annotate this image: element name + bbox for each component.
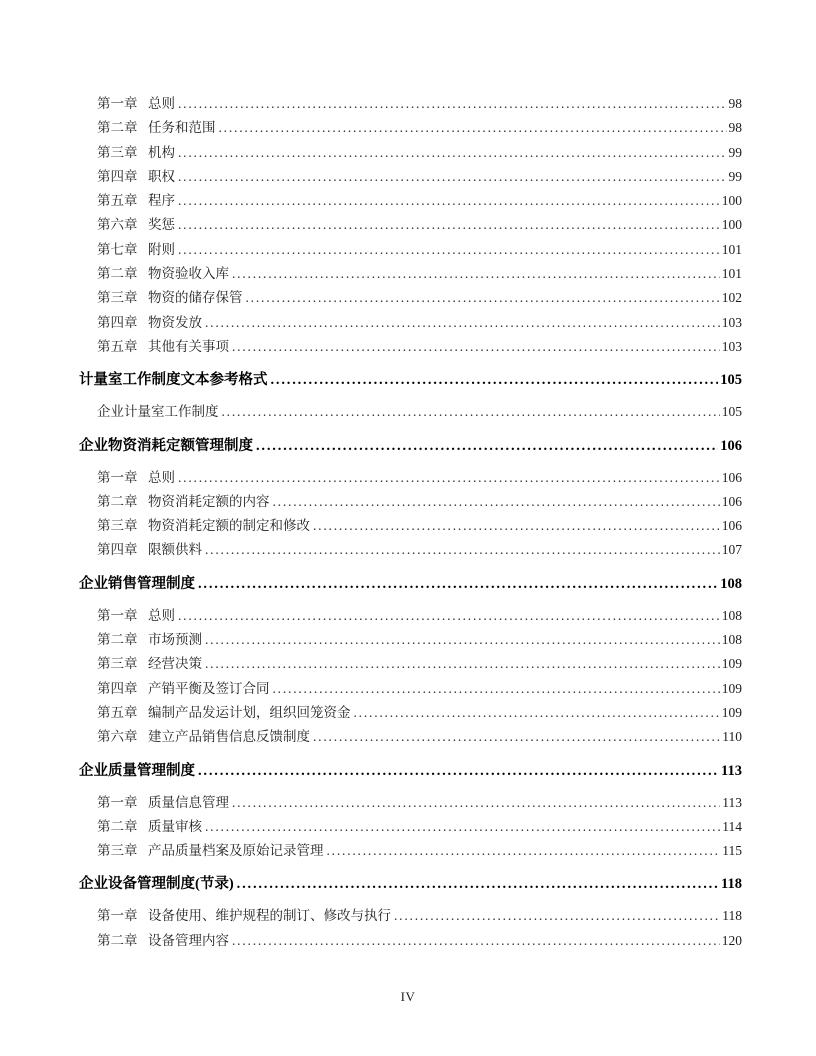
- toc-dot-leader: [354, 701, 720, 725]
- toc-dot-leader: [232, 262, 720, 286]
- toc-entry-chapter-label: 第六章: [97, 217, 138, 233]
- toc-entry-chapter[interactable]: [79, 929, 742, 953]
- toc-entry-page-number: 99: [728, 168, 742, 184]
- toc-entry-chapter[interactable]: [79, 311, 742, 335]
- toc-entry-title: 其他有关事项: [148, 338, 229, 354]
- toc-entry-page-number: 105: [720, 372, 742, 389]
- toc-entry-chapter[interactable]: [79, 141, 742, 165]
- toc-entry-chapter-label: 第五章: [97, 193, 138, 209]
- toc-entry-chapter[interactable]: [79, 514, 742, 538]
- toc-dot-leader: [394, 904, 720, 928]
- toc-entry-section[interactable]: [79, 759, 742, 784]
- toc-entry-title: 总则: [148, 96, 175, 111]
- toc-entry-page-number: 106: [721, 469, 742, 485]
- toc-dot-leader: [327, 839, 721, 863]
- toc-entry-page-number: 100: [721, 193, 742, 209]
- toc-entry-title: 物资消耗定额的内容: [148, 493, 270, 509]
- toc-entry-title: 市场预测: [148, 632, 202, 648]
- toc-dot-leader: [232, 335, 720, 359]
- toc-entry-page-number: 99: [728, 144, 742, 160]
- toc-entry-chapter-label: 第四章: [97, 168, 138, 184]
- toc-entry-chapter-label: 第一章: [97, 469, 138, 485]
- toc-entry-title: 企业设备管理制度(节录): [79, 876, 234, 893]
- toc-entry-chapter-label: 第三章: [97, 518, 138, 534]
- toc-entry-chapter-label: 第一章: [97, 607, 138, 623]
- toc-dot-leader: [198, 572, 718, 597]
- toc-entry-chapter[interactable]: [79, 839, 742, 863]
- toc-entry-page-number: 106: [721, 493, 742, 509]
- toc-entry-chapter[interactable]: [79, 286, 742, 310]
- toc-entry-chapter-label: 第四章: [97, 314, 138, 330]
- toc-entry-title: 编制产品发运计划，组织回笼资金: [148, 704, 351, 720]
- toc-entry-title: 企业质量管理制度: [79, 762, 195, 779]
- toc-entry-title: 企业计量室工作制度: [97, 404, 219, 420]
- toc-dot-leader: [178, 92, 727, 116]
- toc-entry-page-number: 98: [728, 96, 742, 111]
- toc-dot-leader: [232, 929, 720, 953]
- toc-entry-chapter-label: 第二章: [97, 818, 138, 834]
- toc-entry-title: 职权: [148, 168, 175, 184]
- toc-entry-section[interactable]: [79, 572, 742, 597]
- toc-entry-chapter-label: 第二章: [97, 932, 138, 948]
- toc-dot-leader: [198, 759, 719, 784]
- toc-dot-leader: [205, 652, 720, 676]
- toc-dot-leader: [246, 286, 720, 310]
- toc-entry-page-number: 105: [721, 404, 742, 420]
- toc-entry-chapter[interactable]: [79, 677, 742, 701]
- toc-entry-title: 物资的储存保管: [148, 290, 243, 306]
- toc-entry-page-number: 109: [721, 704, 742, 720]
- toc-entry-chapter-label: 第三章: [97, 144, 138, 160]
- toc-entry-chapter-label: 第一章: [97, 96, 138, 111]
- toc-entry-page-number: 100: [721, 217, 742, 233]
- toc-entry-chapter[interactable]: [79, 116, 742, 140]
- toc-entry-chapter[interactable]: [79, 791, 742, 815]
- toc-entry-chapter-label: 第二章: [97, 120, 138, 136]
- toc-entry-section[interactable]: [79, 434, 742, 459]
- toc-entry-chapter[interactable]: [79, 652, 742, 676]
- toc-entry-page-number: 106: [721, 518, 742, 534]
- toc-entry-title: 物资发放: [148, 314, 202, 330]
- toc-entry-page-number: 107: [721, 542, 742, 558]
- toc-entry-chapter[interactable]: [79, 904, 742, 928]
- toc-entry-page-number: 106: [720, 437, 742, 454]
- toc-entry-title: 计量室工作制度文本参考格式: [79, 372, 268, 389]
- toc-entry-title: 程序: [148, 193, 175, 209]
- toc-entry-page-number: 101: [721, 241, 742, 257]
- toc-entry-chapter-label: 第三章: [97, 843, 138, 859]
- toc-entry-page-number: 109: [721, 680, 742, 696]
- toc-dot-leader: [313, 514, 720, 538]
- toc-entry-page-number: 109: [721, 656, 742, 672]
- toc-entry-chapter[interactable]: [79, 538, 742, 562]
- toc-entry-title: 物资消耗定额的制定和修改: [148, 518, 310, 534]
- toc-dot-leader: [232, 791, 720, 815]
- toc-entry-page-number: 113: [721, 762, 742, 779]
- toc-entry-chapter-label: 第五章: [97, 338, 138, 354]
- toc-dot-leader: [205, 815, 720, 839]
- toc-entry-title: 企业物资消耗定额管理制度: [79, 437, 253, 454]
- toc-entry-title: 产销平衡及签订合同: [148, 680, 270, 696]
- toc-entry-page-number: 108: [721, 632, 742, 648]
- table-of-contents: [79, 92, 742, 953]
- toc-entry-page-number: 101: [721, 266, 742, 282]
- toc-dot-leader: [219, 116, 727, 140]
- toc-entry-chapter-label: 第四章: [97, 680, 138, 696]
- toc-entry-chapter[interactable]: [79, 238, 742, 262]
- toc-dot-leader: [313, 725, 720, 749]
- toc-entry-title: 总则: [148, 469, 175, 485]
- toc-dot-leader: [178, 466, 720, 490]
- toc-entry-chapter-label: 第二章: [97, 632, 138, 648]
- toc-entry-title: 总则: [148, 607, 175, 623]
- toc-entry-title: 限额供料: [148, 542, 202, 558]
- toc-entry-chapter[interactable]: [79, 213, 742, 237]
- toc-dot-leader: [222, 400, 720, 424]
- toc-entry-page-number: 102: [721, 290, 742, 306]
- toc-entry-chapter[interactable]: [79, 490, 742, 514]
- toc-entry-chapter-label: 第一章: [97, 794, 138, 810]
- toc-entry-title: 企业销售管理制度: [79, 575, 195, 592]
- toc-entry-chapter-label: 第六章: [97, 729, 138, 745]
- toc-dot-leader: [178, 213, 720, 237]
- page-number-footer: IV: [400, 989, 416, 1004]
- toc-entry-chapter-label: 第一章: [97, 908, 138, 924]
- toc-entry-chapter-label: 第五章: [97, 704, 138, 720]
- toc-entry-chapter-label: 第三章: [97, 290, 138, 306]
- toc-dot-leader: [178, 604, 720, 628]
- toc-entry-chapter[interactable]: [79, 165, 742, 189]
- toc-entry-page-number: 108: [721, 607, 742, 623]
- toc-entry-chapter[interactable]: [79, 604, 742, 628]
- toc-entry-page-number: 110: [722, 729, 742, 745]
- toc-entry-chapter[interactable]: [79, 725, 742, 749]
- toc-dot-leader: [273, 490, 720, 514]
- toc-dot-leader: [237, 872, 719, 897]
- toc-dot-leader: [273, 677, 720, 701]
- toc-dot-leader: [178, 165, 727, 189]
- toc-entry-title: 任务和范围: [148, 120, 216, 136]
- toc-entry-page-number: 103: [721, 338, 742, 354]
- toc-entry-section[interactable]: [79, 872, 742, 897]
- toc-dot-leader: [178, 189, 720, 213]
- toc-entry-chapter[interactable]: [79, 628, 742, 652]
- toc-entry-chapter[interactable]: [79, 262, 742, 286]
- toc-entry-sub[interactable]: [79, 400, 742, 424]
- toc-entry-chapter-label: 第七章: [97, 241, 138, 257]
- toc-entry-page-number: 118: [722, 908, 742, 924]
- toc-entry-title: 附则: [148, 241, 175, 257]
- toc-entry-chapter-label: 第二章: [97, 266, 138, 282]
- toc-entry-chapter[interactable]: [79, 815, 742, 839]
- toc-entry-title: 产品质量档案及原始记录管理: [148, 843, 324, 859]
- toc-entry-chapter[interactable]: [79, 335, 742, 359]
- toc-entry-chapter-label: 第二章: [97, 493, 138, 509]
- toc-dot-leader: [256, 434, 718, 459]
- toc-entry-chapter-label: 第三章: [97, 656, 138, 672]
- toc-entry-title: 设备使用、维护规程的制订、修改与执行: [148, 908, 391, 924]
- toc-entry-title: 物资验收入库: [148, 266, 229, 282]
- toc-entry-chapter[interactable]: [79, 466, 742, 490]
- toc-entry-page-number: 118: [721, 876, 742, 893]
- toc-entry-chapter[interactable]: [79, 701, 742, 725]
- toc-entry-title: 设备管理内容: [148, 932, 229, 948]
- toc-entry-chapter[interactable]: [79, 189, 742, 213]
- toc-entry-page-number: 113: [722, 794, 742, 810]
- toc-dot-leader: [271, 368, 719, 393]
- toc-entry-page-number: 98: [728, 120, 742, 136]
- toc-dot-leader: [178, 238, 720, 262]
- toc-entry-chapter-label: 第四章: [97, 542, 138, 558]
- toc-entry-page-number: 108: [720, 575, 742, 592]
- toc-entry-page-number: 115: [722, 843, 742, 859]
- toc-entry-page-number: 103: [721, 314, 742, 330]
- toc-entry-title: 奖惩: [148, 217, 175, 233]
- toc-dot-leader: [178, 141, 727, 165]
- toc-entry-title: 建立产品销售信息反馈制度: [148, 729, 310, 745]
- toc-entry-page-number: 114: [722, 818, 742, 834]
- toc-entry-page-number: 120: [721, 932, 742, 948]
- toc-dot-leader: [205, 538, 720, 562]
- toc-dot-leader: [205, 628, 720, 652]
- toc-entry-title: 经营决策: [148, 656, 202, 672]
- toc-entry-title: 质量审核: [148, 818, 202, 834]
- toc-entry-title: 质量信息管理: [148, 794, 229, 810]
- toc-entry-chapter[interactable]: [79, 92, 742, 116]
- toc-entry-section[interactable]: [79, 368, 742, 393]
- toc-entry-title: 机构: [148, 144, 175, 160]
- toc-dot-leader: [205, 311, 720, 335]
